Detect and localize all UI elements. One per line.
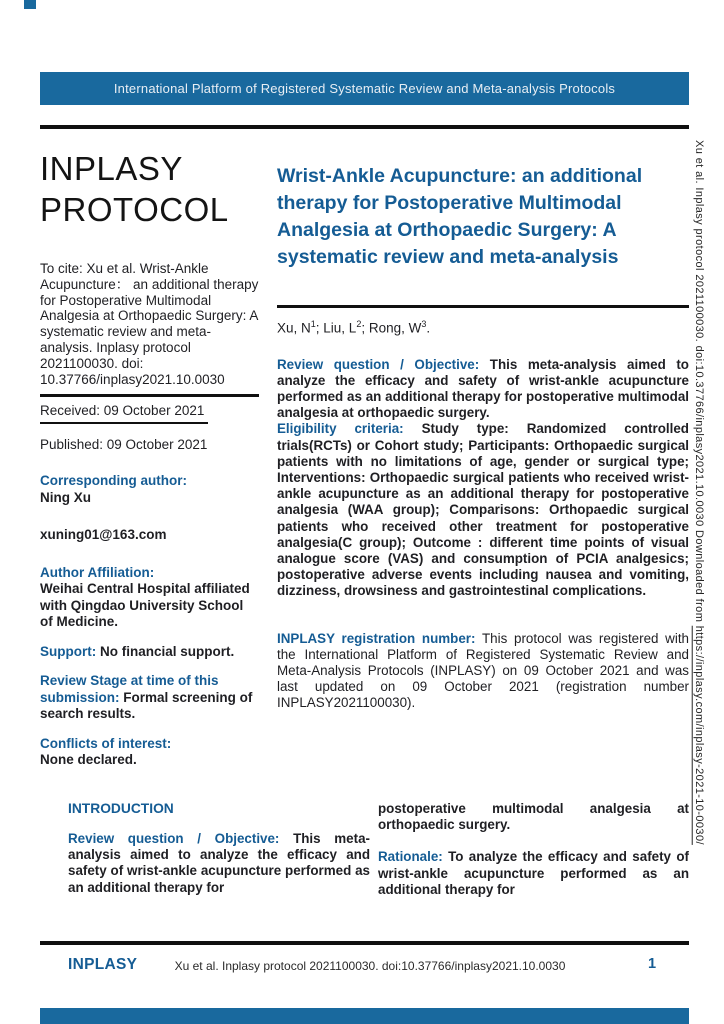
affiliation-block [40,565,259,631]
received-divider [40,422,208,424]
author-1-superscript: 1 [310,319,316,329]
footer-citation: Xu et al. Inplasy protocol 2021100030. doi:10.37766/inplasy2021.10.0030 [174,959,566,973]
support-block [40,644,259,661]
corresponding-author-block [40,473,259,506]
masthead-line1: INPLASY [40,150,183,187]
introduction-heading: INTRODUCTION [68,801,174,816]
rationale-label: Rationale: [378,849,443,865]
author-2-superscript: 2 [356,319,362,329]
received-block [40,394,259,424]
vertical-citation-note [693,140,705,1010]
introduction-review-question-text: This meta-analysis aimed to analyze the efficacy and safety of wrist-ankle acupuncture performed as an additional therapy for [68,831,370,895]
top-banner [40,72,689,105]
author-1: Xu, N [277,320,311,336]
authors-line [277,319,689,336]
eligibility-text: Study type: Randomized controlled trials(RCTs) or Cohort study; Participants: Orthopaedic surgical patients with no limitations of age, gender or surgical type; Interventions: Orthopaedic surgical patients who received wrist-ankle acupuncture as an additional therapy for postoperative analgesia (WAA group); Comparisons: Orthopaedic surgical patients who received other treatment for postoperative analgesia(C group); Outcome : different time points of visual analogue score (VAS) and consumption of PCIA analgesics; postoperative adverse events including nausea and vomiting, dizziness, drowsiness and gastrointestinal complications. [277,421,689,599]
conflicts-label: Conflicts of interest: [40,735,172,751]
registration-text: This protocol was registered with the International Platform of Registered Systematic Review and Meta-Analysis Protocols (INPLASY) on 09 October 2021 and was last updated on 09 October 2021 (registration number INPLASY2021100030). [277,630,689,711]
to-cite-text: To cite: Xu et al. Wrist-Ankle Acupuncture： an additional therapy for Postoperative Multimodal Analgesia at Orthopaedic Surgery: A systematic review and meta-analysis. Inplasy protocol 2021100030. doi: 10.37766/inplasy2021.10.0030 [40,261,259,387]
review-stage-text: Formal screening of search results. [40,689,253,722]
author-3-superscript: 3 [421,319,427,329]
review-stage-label: Review Stage at time of this submission: [40,673,219,705]
abstract-paragraph [277,357,689,600]
support-text: No financial support. [100,643,235,659]
introduction-left-column [68,801,370,896]
corresponding-author-name: Ning Xu [40,489,91,505]
corresponding-author-label: Corresponding author: [40,473,187,489]
affiliation-label: Author Affiliation: [40,564,155,580]
masthead-line2: PROTOCOL [40,191,229,228]
conflicts-block [40,736,259,769]
authors-period: . [426,320,431,336]
eligibility-label: Eligibility criteria: [277,421,404,437]
top-banner-text: International Platform of Registered Systematic Review and Meta-analysis Protocols [113,81,616,96]
title-divider [277,305,689,308]
bottom-banner [40,1008,689,1024]
article-column [277,163,689,712]
conflicts-text: None declared. [40,752,137,768]
affiliation-text: Weihai Central Hospital affiliated with Qingdao University School of Medicine. [40,581,250,630]
rationale-text: To analyze the efficacy and safety of wrist-ankle acupuncture performed as an additional therapy for [378,849,689,897]
footer-divider [40,941,689,945]
left-column [40,148,259,769]
published-date: Published: 09 October 2021 [40,437,208,453]
header-divider [40,125,689,129]
introduction-review-question-label: Review question / Objective: [68,831,280,846]
registration-label: INPLASY registration number: [277,630,476,646]
introduction-right-column [378,801,689,898]
page-edge-blue-fragment [24,0,36,9]
received-date: Received: 09 October 2021 [40,403,205,419]
support-label: Support: [40,643,97,659]
introduction-continued-text: postoperative multimodal analgesia at orthopaedic surgery. [378,801,689,833]
author-email: xuning01@163.com [40,527,167,543]
vertical-citation-text: Xu et al. Inplasy protocol 2021100030. doi:10.37766/inplasy2021.10.0030 Downloaded from [693,140,705,626]
introduction-review-question [68,831,370,896]
rationale-paragraph [378,849,689,898]
footer-brand: INPLASY [68,956,138,973]
review-question-text: This meta-analysis aimed to analyze the efficacy and safety of wrist-ankle acupuncture performed as an additional therapy for postoperative multimodal analgesia at orthopaedic surgery. [277,356,689,421]
article-title: Wrist-Ankle Acupuncture: an additional therapy for Postoperative Multimodal Analgesia at Orthopaedic Surgery: A systematic review and meta-analysis [277,165,643,268]
author-3: ; Rong, W [361,320,422,336]
registration-paragraph [277,631,689,712]
review-question-label: Review question / Objective: [277,356,480,372]
review-stage-block [40,673,259,723]
author-2: ; Liu, L [315,320,357,336]
footer-page-number: 1 [648,956,657,972]
masthead [40,148,259,230]
vertical-citation-link: https://inplasy.com/inplasy-2021-10-0030/ [693,625,705,845]
